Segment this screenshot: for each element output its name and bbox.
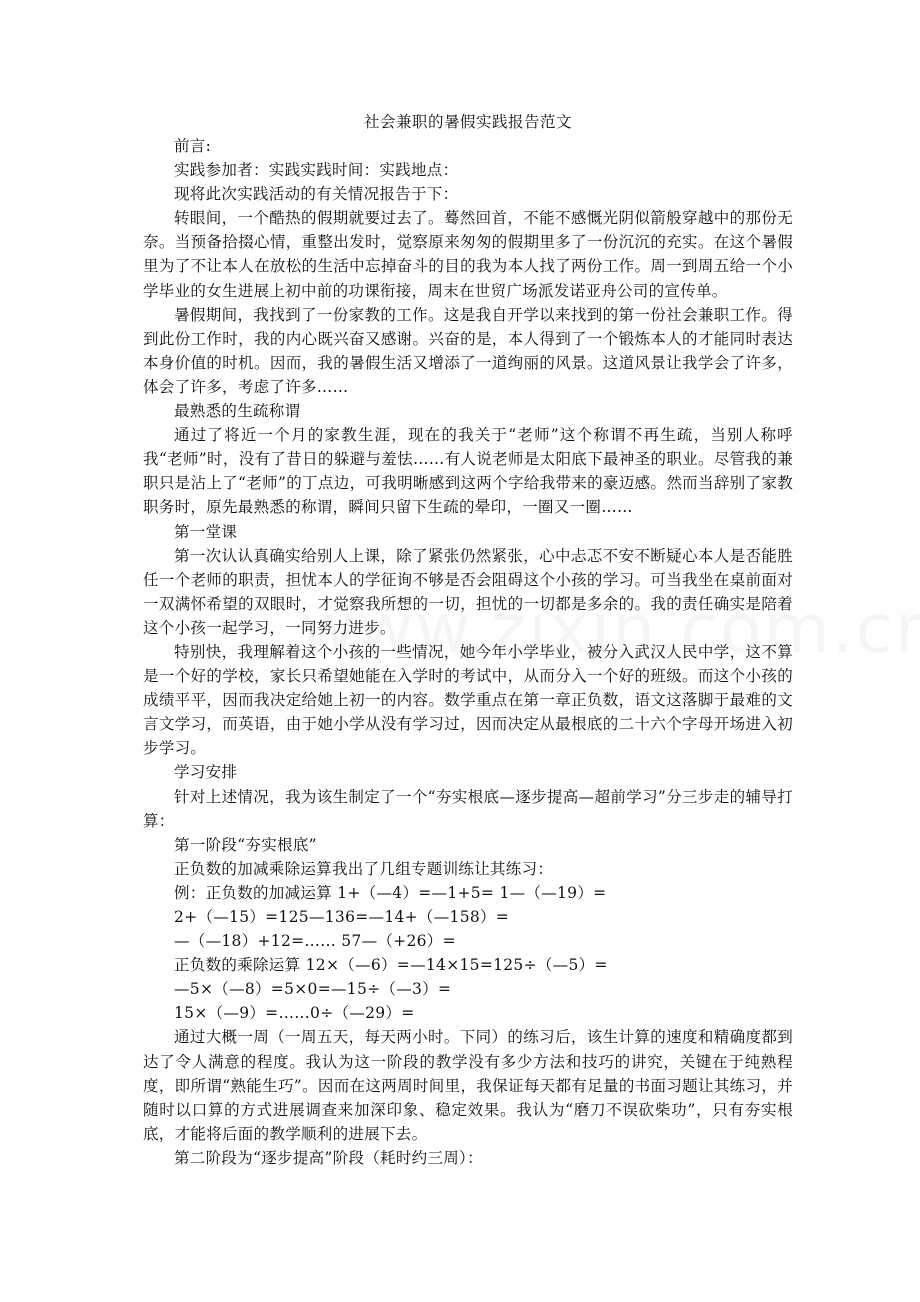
section-heading: 学习安排 bbox=[174, 763, 238, 782]
body-paragraph: 特别快，我理解着这个小孩的一些情况，她今年小学毕业，被分入武汉人民中学，这不算是一个好的学校，家长只希望她能在入学时的考试中，从而分入一个好的班级。而这个小孩的成绩平平，因而我决定给她上初一的内容。数学重点在第一章正负数，语文这落脚于最难的文言文学习，而英语，由于她小学从没有学习过，因而决定从最根底的二十六个字母开场进入初步学习。 bbox=[143, 642, 793, 758]
body-paragraph: 正负数的加减乘除运算我出了几组专题训练让其练习： bbox=[174, 859, 554, 878]
body-paragraph: 暑假期间，我找到了一份家教的工作。这是我自开学以来找到的第一份社会兼职工作。得到此份工作时，我的内心既兴奋又感谢。兴奋的是，本人得到了一个锻炼本人的才能同时表达本身价值的时机。因而，我的暑假生活又增添了一道绚丽的风景。这道风景让我学会了许多，体会了许多，考虑了许多…… bbox=[143, 305, 793, 396]
body-paragraph: 前言: bbox=[174, 137, 212, 155]
body-paragraph: 正负数的乘除运算 12×（—6）=—14×15=125÷（—5）= bbox=[174, 956, 608, 975]
watermark bbox=[300, 590, 920, 669]
section-heading: 第一堂课 bbox=[174, 522, 238, 541]
section-heading: 最熟悉的生疏称谓 bbox=[174, 402, 301, 421]
body-paragraph: 第二阶段为“逐步提高”阶段（耗时约三周）： bbox=[174, 1148, 483, 1167]
body-paragraph: 现将此次实践活动的有关情况报告于下： bbox=[174, 185, 459, 204]
document-title: 社会兼职的暑假实践报告范文 bbox=[363, 113, 572, 131]
body-paragraph: 2+（—15）=125—136=—14+（—158）= bbox=[174, 908, 510, 926]
body-paragraph: —5×（—8）=5×0=—15÷（—3）= bbox=[174, 980, 452, 999]
body-paragraph: 第一次认认真确实给别人上课，除了紧张仍然紧张，心中忐忑不安不断疑心本人是否能胜任一个老师的职责，担忧本人的学征询不够是否会阻碍这个小孩的学习。可当我坐在桌前面对一双满怀希望的双眼时，才觉察我所想的一切，担忧的一切都是多余的。我的责任确实是陪着这个小孩一起学习，一同努力进步。 bbox=[143, 546, 793, 637]
body-paragraph: 实践参加者：实践实践时间：实践地点： bbox=[174, 161, 459, 180]
section-heading: 第一阶段“夯实根底” bbox=[174, 835, 317, 854]
body-paragraph: 针对上述情况，我为该生制定了一个“夯实根底—逐步提高—超前学习”分三步走的辅导打算： bbox=[143, 787, 793, 830]
body-paragraph: —（—18）+12=…… 57—（+26）= bbox=[174, 932, 456, 951]
body-paragraph: 15×（—9）=……0÷（—29）= bbox=[174, 1004, 415, 1023]
body-paragraph: 转眼间，一个酷热的假期就要过去了。蓦然回首，不能不感慨光阴似箭般穿越中的那份无奈。当预备拾掇心情，重整出发时，觉察原来匆匆的假期里多了一份沉沉的充实。在这个暑假里为了不让本人在放松的生活中忘掉奋斗的目的我为本人找了两份工作。周一到周五给一个小学毕业的女生进展上初中前的功课衔接，周末在世贸广场派发诺亚舟公司的宣传单。 bbox=[143, 209, 793, 300]
body-paragraph: 例：正负数的加减运算 1+（—4）=—1+5= 1—（—19）= bbox=[174, 883, 607, 902]
body-paragraph: 通过了将近一个月的家教生涯，现在的我关于“老师”这个称谓不再生疏，当别人称呼我“老师”时，没有了昔日的躲避与羞怯……有人说老师是太阳底下最神圣的职业。尽管我的兼职只是沾上了“老师”的丁点边，可我明晰感到这两个字给我带来的豪迈感。然而当辞别了家教职务时，原先最熟悉的称谓，瞬间只留下生疏的晕印，一圈又一圈…… bbox=[143, 426, 793, 517]
body-paragraph: 通过大概一周（一周五天，每天两小时。下同）的练习后，该生计算的速度和精确度都到达了令人满意的程度。我认为这一阶段的教学没有多少方法和技巧的讲究，关键在于纯熟程度，即所谓“熟能生巧”。因而在这两周时间里，我保证每天都有足量的书面习题让其练习，并随时以口算的方式进展调查来加深印象、稳定效果。我认为“磨刀不误砍柴功”，只有夯实根底，才能将后面的教学顺利的进展下去。 bbox=[143, 1028, 793, 1143]
